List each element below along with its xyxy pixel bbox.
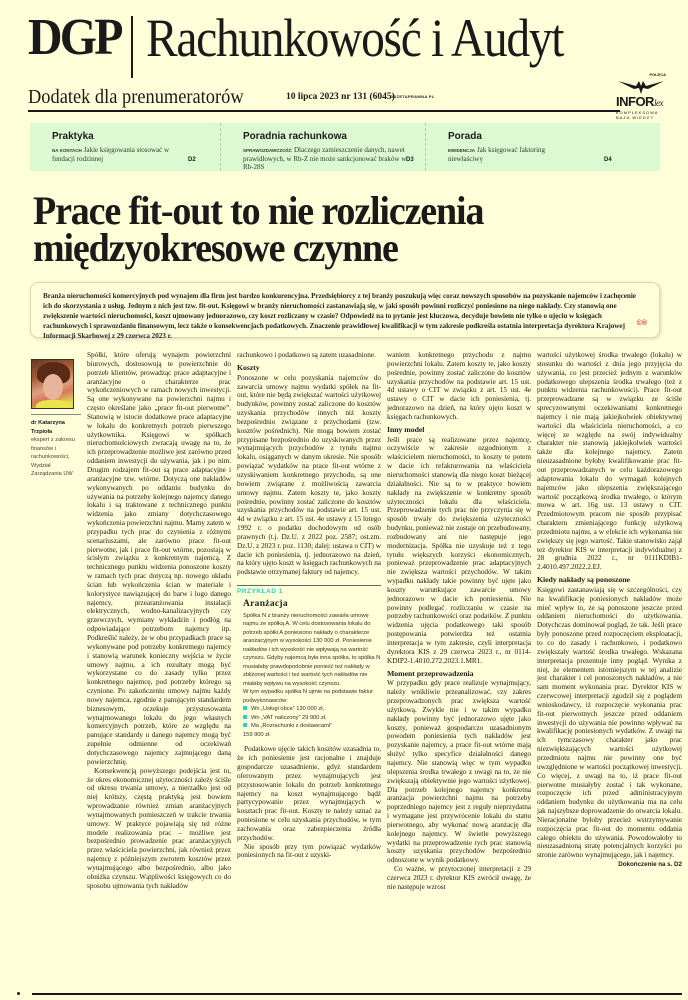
teaser-page: D3	[406, 157, 414, 163]
author-divider	[31, 414, 81, 415]
teaser-kicker: SPRAWOZDAWCZOŚĆ	[243, 148, 292, 153]
masthead	[28, 8, 668, 68]
paragraph: W przypadku gdy prace realizuje wynajmujący, należy wnikliwie przeanalizować, czy zakres przeprowadzonych prac zwiększa wartość użytkową. Zwykle nie i w takim wypadku nakłady powinny być jednorazowo ujęte jako koszty, ponieważ gospodarczo uzasadnionym powodem poniesienia tych nakładów jest pozyskanie najemcy, a prace fit-out wtórne mają służyć tylko specyfice działalności danego najemcy. Nie stanowią więc w tym wypadku ulepszenia środka trwałego z uwagi na to, że nie zwiększają obiektywnie jego wartości użytkowej. Dla potrzeb kolejnego najemcy konkretna aranżacja powierzchni najmu na potrzeby poprzedniego najemcy jest z reguły nieprzydatna i wymagane jest przywrócenie lokalu do stanu pierwotnego, aby wykonać nową aranżację dla kolejnego najemcy. W świetle powyższego wydatki na przeprowadzenie tych prac stanowią koszty uzyskania przychodów bezpośrednio odnoszone w wynik podatkowy.	[387, 678, 531, 865]
page-marker	[17, 992, 20, 995]
teaser-section: Porada	[448, 131, 482, 142]
teaser-bar	[30, 123, 660, 171]
partner-logo	[614, 70, 684, 122]
bullet-icon	[243, 715, 247, 719]
paragraph: Ponoszone w celu pozyskania najemców do zawarcia umowy najmu wydatki spółek na fit-out, które nie będą zwiększać wartości użytkowej budynków, powinny zostać zaliczone do kosztów uzyskania przychodów innych niż koszty bezpośrednio związane z przychodami (tzw. kosztów pośrednich). Nie mogą bowiem zostać przypisane bezpośrednio do uzyskiwanych przez wynajmujących przychodów z tytułu najmu lokalu, osiąganych w danym okresie. Nie sposób powiązać wydatków na prace fit-out wtórne z uzyskiwaniem konkretnego przychodu, są one bowiem związane z możliwością zawarcia umowy najmu. Zatem koszty te, jako koszty pośrednie, powinny zostać zaliczone do kosztów uzyskania przychodów na podstawie art. 15 ust. 4d w związku z art. 15 ust. 4e ustawy z 15 lutego 1992 r. o podatku dochodowym od osób prawnych (t.j. Dz.U. z 2022 poz. 2587; ost.zm. Dz.U. z 2023 r. poz. 1130; dalej: ustawa o CIT) w dacie ich poniesienia, tj. jednorazowo na dzień, na który ujęto koszt w księgach rachunkowych na podstawie otrzymanej faktury od najemcy.	[237, 372, 381, 577]
partner-tagline: KOMPLEKSOWA BAZA WIEDZY	[616, 110, 659, 120]
teaser-text: Jakie księgowania stosować w fundacji rodzinnej	[52, 146, 170, 163]
paragraph: waniem konkretnego przychodu z najmu powierzchni lokalu. Zatem koszty te, jako koszty pośrednie, powinny zostać zaliczone do kosztów uzyskania przychodów na podstawie art. 15 ust. 4d ustawy o CIT w związku z art. 15 ust. 4e ustawy o CIT w dacie ich poniesienia, tj. jednorazowo na dzień, na który ujęto koszt w księgach rachunkowych.	[387, 350, 531, 421]
teaser-text: Jak księgować faktoring niewłaściwy	[448, 146, 546, 163]
article-column-1	[87, 351, 231, 890]
issue-date: 10 lipca 2023 nr 131 (6045)	[286, 92, 395, 102]
example-box	[237, 585, 381, 739]
author-photo	[31, 359, 74, 409]
paragraph: wartości użytkowej środka trwałego (lokalu) w stosunku do wartości z dnia jego przyjęcia do używania, co jest przecież jednym z warunków podatkowego ulepszenia środka trwałego (też z punktu widzenia rachunkowości). Prace fit-out przeprowadzane są w związku ze ściśle sprecyzowanymi oczekiwaniami konkretnego najemcy i nie mają jakiejkolwiek obiektywnej wartości dla właściciela nieruchomości, a co więcej ze względu na swój indywidualny charakter nie stanowią jakiejkolwiek wartości także dla kolejnego najemcy. Zatem nieuzasadnione byłoby kwalifikowanie prac fit-out przeprowadzanych w celu każdorazowego adaptowania lokalu do wymagań kolejnych najemców jako ulepszenia zwiększającego wartość początkową środka trwałego, o którym mowa w art. 16g ust. 13 ustawy o CIT. Przedmiotowym pracom nie sposób przypisać charakteru zmieniającego funkcję użytkową przedmiotu najmu, a w efekcie ich wykonania nie zwiększy się jego wartość. Takie stanowisko zajął też dyrektor KIS w interpretacji indywidualnej z 28 grudnia 2022 r., nr 0111KDIB1-2.4010.497.2022.2.EJ.	[537, 350, 682, 572]
section-title: Rachunkowość i Audyt	[146, 8, 564, 68]
paragraph: rachunkowo i podatkowo są zatem uzasadnione.	[237, 350, 376, 359]
paragraph: Podatkowe ujęcie takich kosztów uzasadnia to, że ich poniesienie jest racjonalne i znajduje gospodarcze uzasadnienie, gdyż standardem oferowanym przez wynajmujących jest przystosowanie lokalu do potrzeb konkretnego najemcy na koszt wynajmującego bądź partycypowanie przez wynajmujących w kosztach prac fit-out. Koszty te należy uznać za poniesione w celu uzyskania przychodów, w tym zachowania oraz zabezpieczenia źródła przychodów.	[237, 744, 381, 842]
author-box	[31, 359, 76, 479]
entry-item: Ma „Rozrachunki z dostawcami”	[243, 722, 381, 731]
masthead-subline	[28, 86, 668, 108]
teaser-text: Dlaczego zamieszczenie danych, nawet prawidłowych, w Rb-Z nie może sankcjonować braków w Rb-28S	[243, 146, 407, 171]
example-body: Spółka N z branży nieruchomości zawarła umowę najmu ze spółką A. W celu dostosowania lokalu do potrzeb spółki A poniesiono nakłady o charakterze aranżacyjnym w wysokości 130 000 zł. Poniesienie nakładów i ich wysokość nie wpływają na wartość czynszu. Gdyby najemcą była inna spółka, to spółka N musiałaby prawdopodobnie ponieść też nakłady w zbliżonej wartości i też wartość tych nakładów nie miałaby wpływu na wysokość czynszu. W tym wypadku spółka N ujmie na podstawie faktur podwykonawców: Wn „Usługi obce” 130 000 zł, Wn „VAT naliczony” 29 900 zł, Ma „Rozrachunki z dostawcami” 159 900 zł.	[243, 612, 381, 738]
paragraph: Spółki, które oferują wynajem powierzchni biurowych, dostosowują te powierzchnie do potrzeb klientów, prowadząc prace adaptacyjne i aranżacyjne o charakterze prac wykończeniowych w ramach nowych inwestycji. Są one wykonywane na powierzchni najmu i często określane jako „prace fit-out pierwotne”. Stanowią w istocie dodatkowe prace adaptacyjne w lokalu do konkretnych potrzeb pierwszego użytkownika. Księgowi w spółkach nieruchomościowych zwracają uwagę na to, że ich przeprowadzenie możliwe jest zarówno przed oddaniem inwestycji do używania, jak i po nim. Drugim rodzajem fit-out są prace adaptacyjne i aranżacyjne tzw. wtórne. Dotyczą one nakładów wykonywanych po oddaniu budynku do używania na potrzeby kolejnego najemcy danego lokalu i są traktowane z technicznego punktu widzenia jako zmiany dotychczasowego wykończenia powierzchni najmu. Mamy zatem w przypadku tych prac do czynienia z różnymi scenariuszami, ale zarówno prace fit-out pierwotne, jak i prace fit-out wtórne, pozostają w ścisłym związku z konkretnym najemcą. Z technicznego punktu widzenia ponoszone koszty w ramach tych prac dotyczą np. nowego układu ścian lub wykończenia ścian w materiale i kolorystyce nawiązującej do barw i logo danego najemcy, przearanżowania instalacji elektrycznych, wodno-kanalizacyjnych czy grzewczych, wymiany wykładzin i podłóg na odpowiadające potrzebom najemcy itp. Podkreślić należy, że w obu przypadkach prace są wykonywane pod potrzeby konkretnego najemcy i stanowią warunek konieczny wejścia w życie umowy najmu, a ich rezultaty mogą być wykorzystane co do zasady tylko przez konkretnego najemcę, pod potrzeby którego są czynione. Po zakończeniu umowy najmu każdy nowy najemca, zgodnie z panującym standardem biznesowym, oczekuje przystosowania wynajmowanego lokalu do jego własnych komercyjnych potrzeb, które ze względu na panujące standardy u danego najemcy mogą być zupełnie odmienne od oczekiwań dotychczasowego najemcy zajmującego daną powierzchnię.	[87, 350, 231, 766]
continued-link[interactable]: Dokończenie na s. D2	[618, 861, 682, 869]
example-label: PRZYKŁAD 1	[237, 588, 283, 596]
entry-item: Wn „Usługi obce” 130 000 zł,	[243, 705, 381, 714]
article-lead	[30, 282, 660, 338]
teaser-section: Praktyka	[52, 131, 94, 142]
paragraph: Co ważne, w przytoczonej interpretacji z 29 czerwca 2023 r. dyrektor KIS zwrócił uwagę, że nie następuje wzrost	[387, 864, 531, 891]
subheading-moment: Moment przeprowadzenia	[387, 668, 474, 678]
author-role: ekspert z zakresu finansów i rachunkowości, Wydział Zarządzania UW	[31, 437, 75, 477]
teaser-praktyka[interactable]	[30, 123, 220, 171]
teaser-page: D4	[604, 157, 612, 163]
article-headline: Prace fit-out to nie rozliczenia międzyokresowe czynne	[33, 188, 484, 270]
teaser-page: D2	[188, 157, 196, 163]
subheading-inny-model: Inny model	[387, 424, 425, 434]
masthead-rule	[28, 110, 620, 112]
lead-text: Branża nieruchomości komercyjnych pod wynajem dla firm jest bardzo konkurencyjna. Przedsiębiorcy z tej branży poszukują więc coraz nowszych sposobów na pozyskanie najemców i zachęcenie ich do skorzystania z usług. Jednym z nich jest tzw. fit-out. Księgowi w branży nieruchomości zastanawiają się, w jaki sposób powinni rozliczyć poniesione na niego nakłady. Czy stanowią one zwiększenie wartości nieruchomości, koszt ujmowany jednorazowo, czy koszt rozliczany w czasie? Odpowiedź na to pytanie jest kluczowa, decyduje bowiem nie tylko o ujęciu w księgach rachunkowych i sprawozdaniu finansowym, lecz także o konsekwencjach podatkowych. Znaczenie prawidłowej kwalifikacji w tym zakresie podkreśla ostatnia interpretacja dyrektora Krajowej Informacji Skarbowej z 29 czerwca 2023 r.	[43, 292, 636, 340]
teaser-kicker: EWIDENCJA	[448, 148, 476, 153]
bottom-rule	[32, 993, 682, 995]
article-column-3	[387, 351, 531, 892]
brand-logo: DGP	[28, 9, 121, 66]
article-column-2	[237, 351, 381, 860]
article-column-4	[537, 351, 682, 870]
subheading-kiedy: Kiedy nakłady są ponoszone	[537, 575, 630, 585]
bullet-icon	[243, 706, 247, 710]
teaser-section: Poradnia rachunkowa	[243, 131, 347, 142]
partner-poleca: POLECA	[649, 72, 666, 77]
entry-item: Wn „VAT naliczony” 29 900 zł,	[243, 714, 381, 723]
teaser-poradnia[interactable]	[220, 123, 425, 171]
creative-commons-icon: ©®	[636, 320, 647, 327]
partner-name: INFORlex	[616, 94, 663, 109]
site-url: GAZETAPRAWNA.PL	[390, 94, 435, 99]
bullet-icon	[243, 723, 247, 727]
subheading-koszty: Koszty	[237, 362, 260, 372]
author-name: dr Katarzyna Trzpioła	[31, 420, 65, 435]
eagle-icon	[618, 78, 664, 94]
teaser-porada[interactable]	[425, 123, 660, 171]
paragraph: Jeśli prace są realizowane przez najemcę, oczywiście w zakresie uzgodnionym z właścicielem nieruchomości, to koszty te potem w dacie ich refakturowania na właściciela nieruchomości stanowią dla niego koszt bieżącej działalności. Nie są to w praktyce bowiem nakłady na zwiększenie w konkretny sposób użyteczności lokalu dla właściciela. Przeprowadzenie tych prac nie przyczynia się w sposób trwały do zwiększenia użyteczności budynku, ponieważ nie zostaje on przebudowany, rozbudowany ani nie następuje jego modernizacja. Spółka nie uzyskuje też z tego tytułu większych korzyści ekonomicznych, ponieważ przeprowadzenie prac adaptacyjnych nie zwiększa wartości przychodów. W takim wypadku nakłady takie powinny być ujęte jako koszty warunkujące zawarcie umowy jednorazowo w dacie ich poniesienia. Nie powinny podlegać rozliczaniu w czasie na potrzeby rachunkowości oraz podatków. Z punktu widzenia ujęcia podatkowego taki sposób postępowania potwierdza też ostatnia interpretacja w tym zakresie, czyli interpretacja dyrektora KIS z 29 czerwca 2023 r., nr 0114-KDIP2-1.4010.272.2023.1.MR1.	[387, 434, 531, 665]
example-title: Aranżacja	[243, 598, 288, 609]
masthead-divider	[131, 16, 133, 78]
entry-list	[243, 705, 381, 731]
teaser-kicker: NA KONTACH	[52, 148, 82, 153]
paragraph: Nie sposób przy tym powiązać wydatków poniesionych na fit-out z uzyski-	[237, 841, 381, 860]
paragraph: Konsekwencją powyższego podejścia jest to, że okres ekonomicznej użyteczności zależy ściśle od okresu trwania umowy, a nierzadko jest od niej krótszy, częstą praktyką jest bowiem wprowadzanie również zmian aranżacyjnych wynajmowanych pomieszczeń w trakcie trwania umowy. W praktyce pojawiają się też różne modele realizowania prac – możliwe jest bezpośrednio prowadzenie prac aranżacyjnych przez właściciela powierzchni, jak również przez najemcę z późniejszym zwrotem kosztów przez wynajmującego albo bezpośrednio, albo jako obniżka czynszu. Wątpliwości księgowych co do sposobu ujmowania tych nakładów	[87, 765, 231, 890]
supplement-title: Dodatek dla prenumeratorów	[28, 86, 244, 108]
paragraph: Księgowi zastanawiają się w szczególności, czy na kwalifikację poniesionych nakładów może mieć wpływ to, że są ponoszone jeszcze przed oddaniem nieruchomości do użytkowania. Dotychczas dominował pogląd, że tak. Jeśli prace były ponoszone przed rozpoczęciem eksploatacji, to co do zasady i rachunkowo, i podatkowo zwiększały wartość środka trwałego. Wskazana interpretacja prezentuje inny pogląd. Wynika z niej, że elementem istotniejszym w tej analizie jest charakter i cel ponoszonych nakładów, a nie sam moment wykonania prac. Dyrektor KIS w czerwcowej interpretacji zgodził się z poglądem wnioskodawcy, iż rozpoczęcie wykonania prac fit-out pierwotnych jeszcze przed oddaniem inwestycji do używania nie powinno wpływać na kwalifikację poniesionych wydatków. Z uwagi na ich tymczasowy charakter jako prac niezwiększających wartości użytkowej przedmiotu najmu nie powinny one być uwzględnione w wartości początkowej inwestycji. Co więcej, z uwagi na to, iż prace fit-out pierwotne musiałyby zostać i tak wykonane, rozpoczęcie ich przed administracyjnym oddaniem budynku do użytkowania ma na celu jak najszybsze doprowadzenie do otwarcia lokalu. Nieracjonalne byłoby przecież wstrzymywanie rozpoczęcia prac fit-out do momentu oddania całego obiektu do używania. Powodowałoby to nieuzasadnioną stratę potencjalnych korzyści po stronie zarówno wynajmującego, jak i najemcy.	[537, 584, 682, 860]
